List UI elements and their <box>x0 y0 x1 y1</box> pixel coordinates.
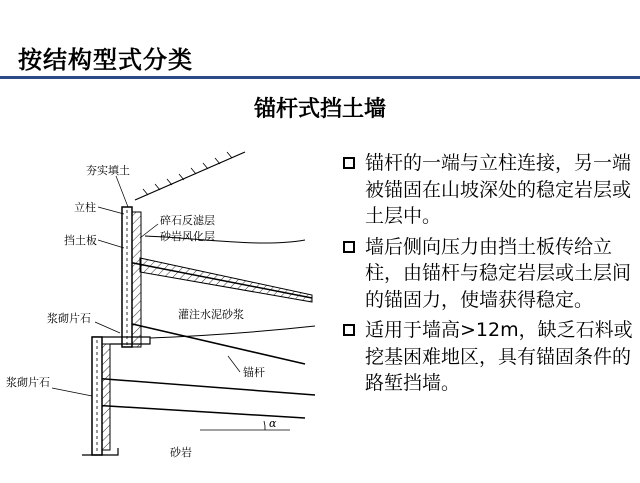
label-gravel-filter: 碎石反滤层 <box>160 214 215 227</box>
leader-masonry-lower <box>52 388 92 396</box>
checkbox-bullet-icon <box>343 157 355 169</box>
bullet-item <box>343 317 635 397</box>
bullet-text: 适用于墙高>12m，缺乏石料或挖基困难地区，具有锚固条件的路堑挡墙。 <box>365 319 633 394</box>
label-angle: α <box>269 417 277 430</box>
lower-gravel-filter <box>102 344 110 450</box>
label-retaining-plate: 挡土板 <box>64 234 97 247</box>
anchor-rod-upper <box>128 262 312 298</box>
anchored-retaining-wall-diagram <box>0 125 325 480</box>
label-sandstone: 砂岩 <box>170 446 192 459</box>
checkbox-bullet-icon <box>343 324 355 336</box>
page-title: 按结构型式分类 <box>18 46 193 74</box>
bullet-item <box>343 234 635 314</box>
leader-column <box>98 207 124 214</box>
angle-arc <box>264 421 265 430</box>
label-column: 立柱 <box>74 201 96 214</box>
gravel-filter-layer <box>132 212 141 347</box>
label-compacted-fill: 夯实填土 <box>86 164 130 177</box>
bullet-text: 墙后侧向压力由挡土板传给立柱，由锚杆与稳定岩层或土层间的锚固力，使墙获得稳定。 <box>365 235 632 311</box>
label-weathered-sandstone: 砂岩风化层 <box>160 230 215 243</box>
grout-body <box>140 258 312 302</box>
anchor-rod-middle <box>128 323 305 364</box>
title-divider <box>0 76 640 79</box>
label-masonry-upper: 浆砌片石 <box>47 312 91 325</box>
anchor-rod-lower-1 <box>92 378 315 395</box>
diagram-title: 锚杆式挡土墙 <box>253 97 386 122</box>
label-masonry-lower: 浆砌片石 <box>6 376 50 389</box>
leader-fill <box>116 176 128 207</box>
label-anchor: 锚杆 <box>243 366 265 379</box>
bullet-item <box>343 150 635 230</box>
slope-hatching <box>143 152 232 195</box>
slope-surface <box>135 152 245 200</box>
leader-anchor <box>228 356 240 372</box>
rock-boundary-line <box>150 326 315 338</box>
leader-plate <box>98 240 124 248</box>
leader-masonry-upper <box>95 322 120 333</box>
checkbox-bullet-icon <box>343 241 355 253</box>
bullet-list <box>343 150 635 401</box>
bullet-text: 锚杆的一端与立柱连接，另一端被锚固在山坡深处的稳定岩层或土层中。 <box>365 152 632 227</box>
label-grout: 灌注水泥砂浆 <box>178 308 244 321</box>
